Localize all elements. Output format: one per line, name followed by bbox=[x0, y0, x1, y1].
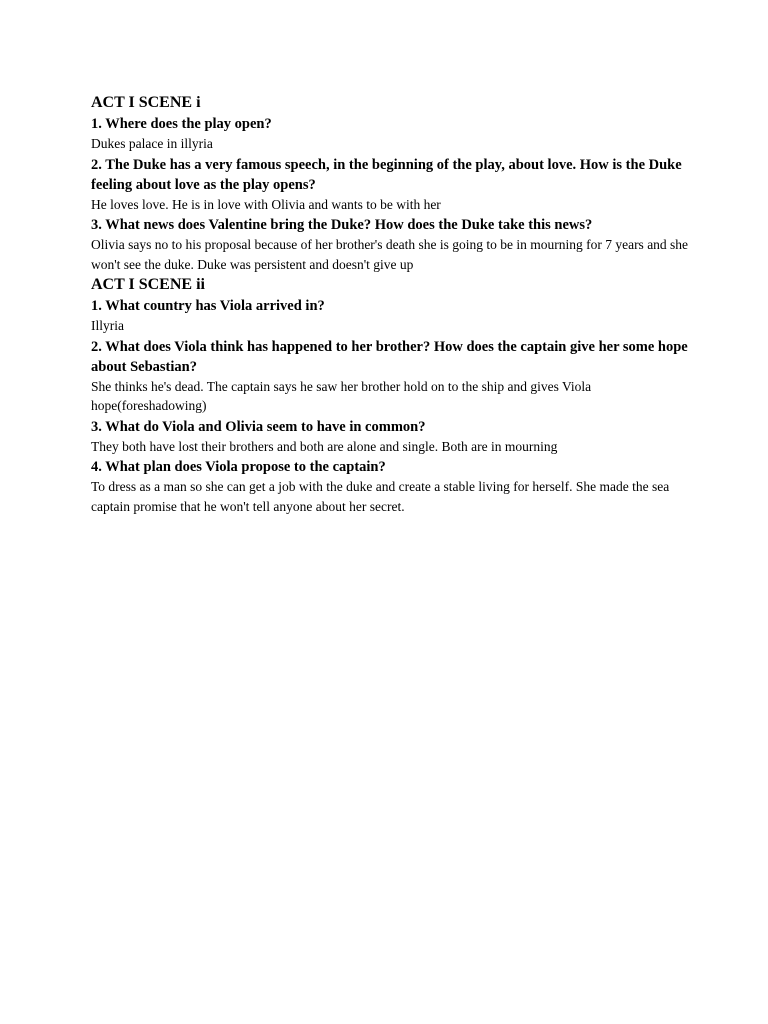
question-text: 4. What plan does Viola propose to the captain? bbox=[91, 459, 386, 475]
question-text: 2. What does Viola think has happened to her brother? How does the captain give her some hope about Sebastian? bbox=[91, 338, 688, 375]
qa-item bbox=[91, 296, 691, 336]
answer-text: She thinks he's dead. The captain says he saw her brother hold on to the ship and gives Viola hope(foreshadowing) bbox=[91, 378, 592, 413]
qa-item bbox=[91, 417, 691, 457]
answer-text: Dukes palace in illyria bbox=[91, 136, 213, 151]
qa-item bbox=[91, 337, 691, 416]
qa-item bbox=[91, 114, 691, 154]
section-heading-act1-scene1: ACT I SCENE i bbox=[91, 94, 201, 111]
answer-text: He loves love. He is in love with Olivia and wants to be with her bbox=[91, 196, 441, 212]
document-page bbox=[91, 92, 691, 516]
answer-text: They both have lost their brothers and both are alone and single. Both are in mourning bbox=[91, 438, 558, 454]
section-heading-act1-scene2: ACT I SCENE ii bbox=[91, 276, 205, 293]
answer-text: Olivia says no to his proposal because of her brother's death she is going to be in mourning for 7 years and she won't see the duke. Duke was persistent and doesn't give up bbox=[91, 237, 689, 272]
answer-text: Illyria bbox=[91, 318, 124, 333]
answer-text: To dress as a man so she can get a job with the duke and create a stable living for herself. She made the sea captain promise that he won't tell anyone about her secret. bbox=[91, 479, 670, 514]
question-text: 2. The Duke has a very famous speech, in the beginning of the play, about love. How is the Duke feeling about love as the play opens? bbox=[91, 156, 682, 193]
qa-item bbox=[91, 457, 691, 516]
question-text: 3. What news does Valentine bring the Duke? How does the Duke take this news? bbox=[91, 217, 593, 233]
question-text: 1. Where does the play open? bbox=[91, 116, 272, 132]
question-text: 3. What do Viola and Olivia seem to have in common? bbox=[91, 418, 426, 435]
qa-item bbox=[91, 215, 691, 274]
question-text: 1. What country has Viola arrived in? bbox=[91, 298, 325, 314]
qa-item bbox=[91, 155, 691, 215]
